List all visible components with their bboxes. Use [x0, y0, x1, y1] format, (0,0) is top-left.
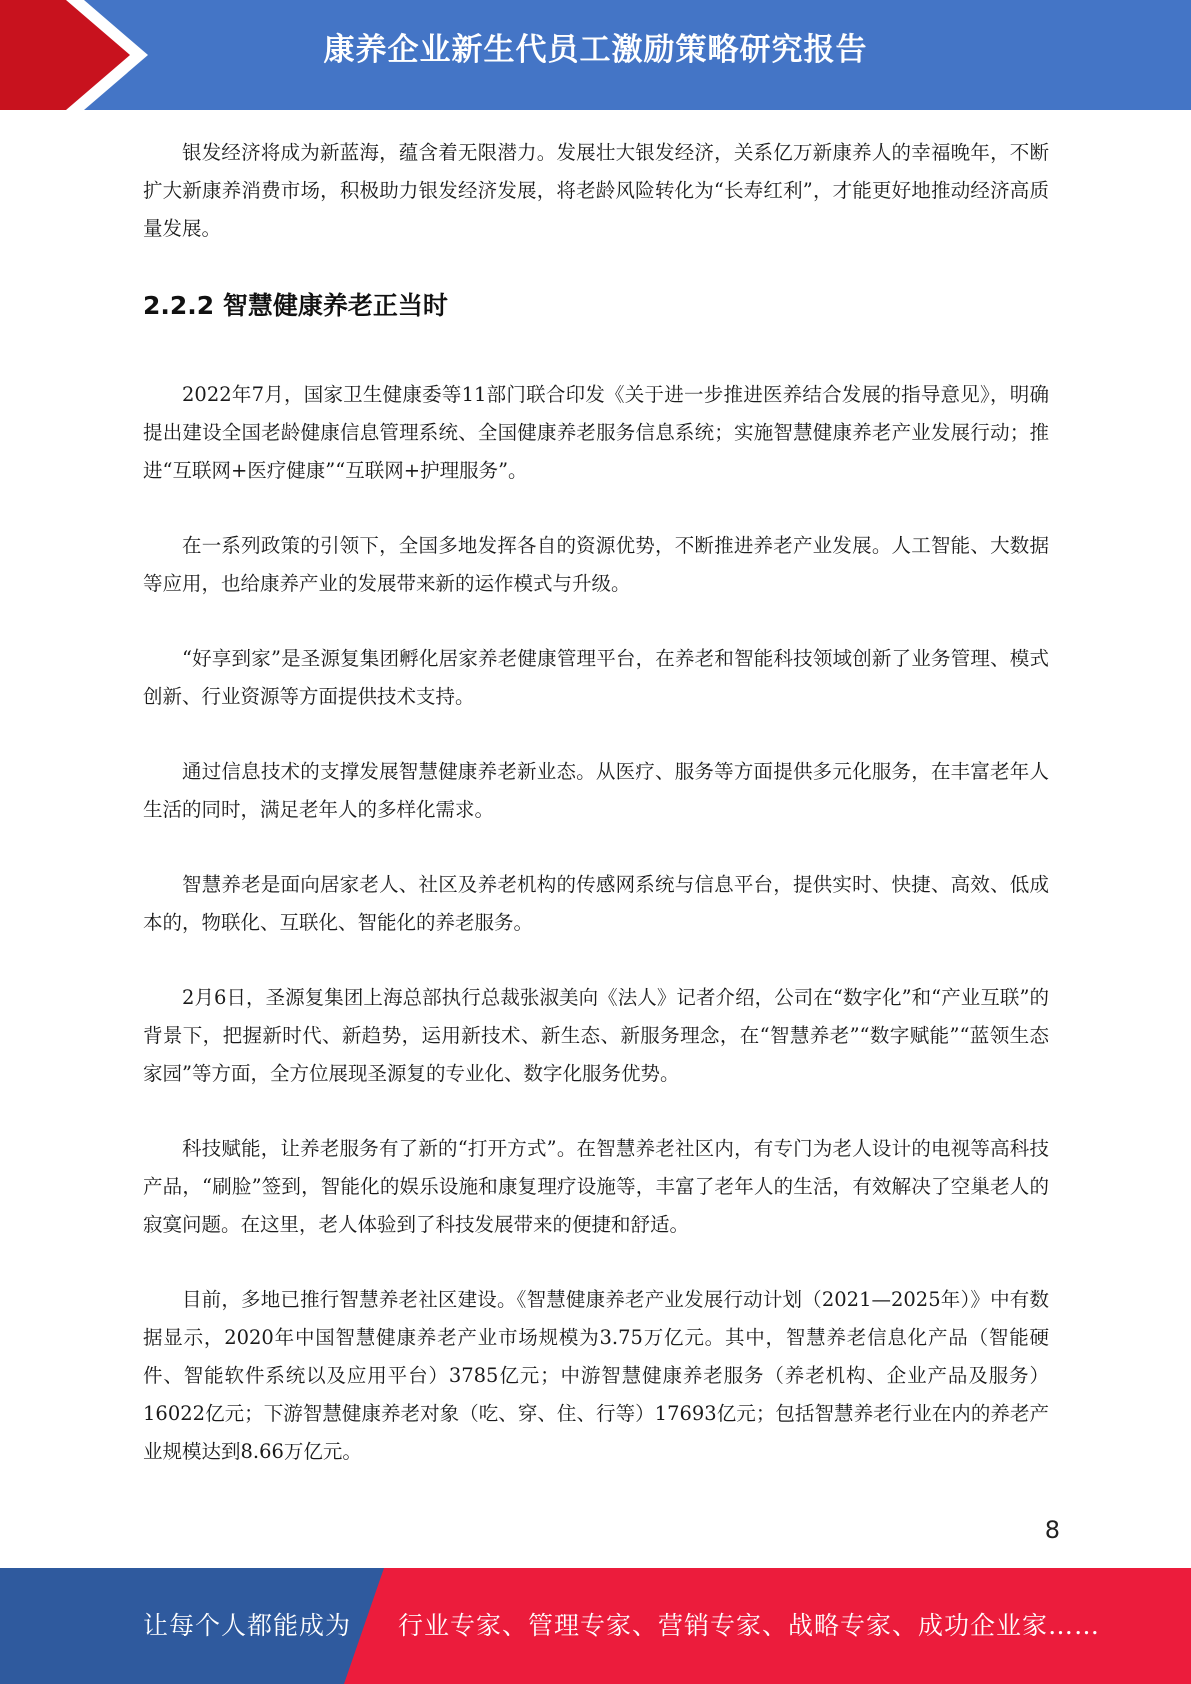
report-title: 康养企业新生代员工激励策略研究报告	[323, 32, 868, 68]
body-paragraph: 2022年7月，国家卫生健康委等11部门联合印发《关于进一步推进医养结合发展的指导意见》，明确提出建设全国老龄健康信息管理系统、全国健康养老服务信息系统；实施智慧健康养老产业发展行动；推进“互联网+医疗健康”“互联网+护理服务”。	[143, 383, 1049, 482]
body-paragraph: “好享到家”是圣源复集团孵化居家养老健康管理平台，在养老和智能科技领域创新了业务管理、模式创新、行业资源等方面提供技术支持。	[143, 647, 1049, 708]
body-paragraph: 2月6日，圣源复集团上海总部执行总裁张淑美向《法人》记者介绍，公司在“数字化”和“产业互联”的背景下，把握新时代、新趋势，运用新技术、新生态、新服务理念，在“智慧养老”“数字赋能”“蓝领生态家园”等方面，全方位展现圣源复的专业化、数字化服务优势。	[143, 986, 1049, 1085]
section-heading: 2.2.2 智慧健康养老正当时	[143, 291, 448, 320]
page-header	[0, 0, 1191, 110]
body-paragraph: 在一系列政策的引领下，全国多地发挥各自的资源优势，不断推进养老产业发展。人工智能、大数据等应用，也给康养产业的发展带来新的运作模式与升级。	[143, 534, 1049, 595]
body-paragraph: 通过信息技术的支撑发展智慧健康养老新业态。从医疗、服务等方面提供多元化服务，在丰富老年人生活的同时，满足老年人的多样化需求。	[143, 760, 1049, 821]
document-body	[143, 134, 1049, 1471]
footer-slogan-right: 行业专家、管理专家、营销专家、战略专家、成功企业家……	[398, 1611, 1101, 1640]
footer-slogan-left: 让每个人都能成为	[143, 1611, 352, 1640]
page-number: 8	[1044, 1516, 1060, 1544]
body-paragraph: 目前，多地已推行智慧养老社区建设。《智慧健康养老产业发展行动计划（2021—2025年）》中有数据显示，2020年中国智慧健康养老产业市场规模为3.75万亿元。其中，智慧养老信息化产品（智能硬件、智能软件系统以及应用平台）3785亿元；中游智慧健康养老服务（养老机构、企业产品及服务）16022亿元；下游智慧健康养老对象（吃、穿、住、行等）17693亿元；包括智慧养老行业在内的养老产业规模达到8.66万亿元。	[143, 1288, 1049, 1463]
intro-paragraph: 银发经济将成为新蓝海，蕴含着无限潜力。发展壮大银发经济，关系亿万新康养人的幸福晚年，不断扩大新康养消费市场，积极助力银发经济发展，将老龄风险转化为“长寿红利”，才能更好地推动经济高质量发展。	[143, 141, 1049, 240]
body-paragraph: 智慧养老是面向居家老人、社区及养老机构的传感网系统与信息平台，提供实时、快捷、高效、低成本的，物联化、互联化、智能化的养老服务。	[143, 873, 1049, 934]
page-footer	[0, 1568, 1191, 1684]
body-paragraph: 科技赋能，让养老服务有了新的“打开方式”。在智慧养老社区内，有专门为老人设计的电视等高科技产品，“刷脸”签到，智能化的娱乐设施和康复理疗设施等，丰富了老年人的生活，有效解决了空巢老人的寂寞问题。在这里，老人体验到了科技发展带来的便捷和舒适。	[143, 1137, 1049, 1236]
